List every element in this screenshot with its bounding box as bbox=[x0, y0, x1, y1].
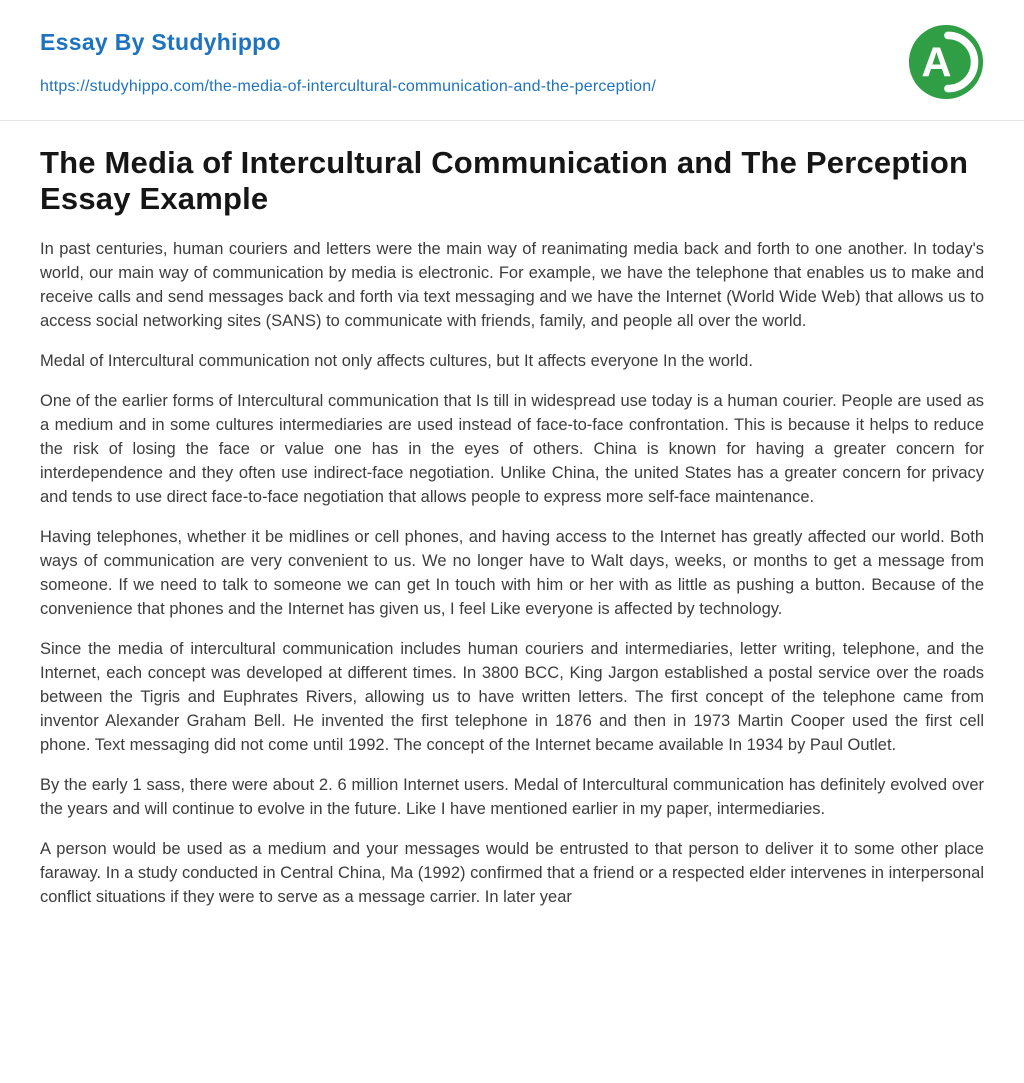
article-url-link[interactable]: https://studyhippo.com/the-media-of-intercultural-communication-and-the-perception/ bbox=[40, 77, 656, 95]
article bbox=[40, 145, 984, 909]
paragraph: In past centuries, human couriers and letters were the main way of reanimating media back and forth to one another. In today's world, our main way of communication by media is electronic. For example, we have the telephone that enables us to make and receive calls and send messages back and forth via text messaging and we have the Internet (World Wide Web) that allows us to access social networking sites (SANS) to communicate with friends, family, and people all over the world. bbox=[40, 239, 984, 330]
paragraph: By the early 1 sass, there were about 2. 6 million Internet users. Medal of Intercultural communication has definitely evolved over the years and will continue to evolve in the future. Like I have mentioned earlier in my paper, intermediaries. bbox=[40, 775, 984, 818]
logo-letter: A bbox=[921, 38, 952, 86]
studyhippo-logo-icon bbox=[908, 24, 984, 100]
paragraph: A person would be used as a medium and your messages would be entrusted to that person to deliver it to some other place faraway. In a study conducted in Central China, Ma (1992) confirmed that a friend or a respected elder intervenes in interpersonal conflict situations if they were to serve as a message carrier. In later year bbox=[40, 839, 984, 906]
paragraph: Having telephones, whether it be midlines or cell phones, and having access to the Internet has greatly affected our world. Both ways of communication are very convenient to us. We no longer have to Walt days, weeks, or months to get a message from someone. If we need to talk to someone we can get In touch with him or her with as little as pushing a button. Because of the convenience that phones and the Internet has given us, I feel Like everyone is affected by technology. bbox=[40, 527, 984, 618]
header-text bbox=[40, 29, 656, 96]
paragraph: Medal of Intercultural communication not only affects cultures, but It affects everyone In the world. bbox=[40, 351, 753, 370]
paragraph: One of the earlier forms of Intercultural communication that Is till in widespread use today is a human courier. People are used as a medium and in some cultures intermediaries are used instead of face-to-face confrontation. This is because it helps to reduce the risk of losing the face or value one has in the eyes of others. China is known for having a greater concern for interdependence and they often use indirect-face negotiation. Unlike China, the united States has a greater concern for privacy and tends to use direct face-to-face negotiation that allows people to express more self-face maintenance. bbox=[40, 391, 984, 506]
site-label: Essay By Studyhippo bbox=[40, 28, 281, 55]
paragraph: Since the media of intercultural communication includes human couriers and intermediaries, letter writing, telephone, and the Internet, each concept was developed at different times. In 3800 BCC, King Jargon established a postal service over the roads between the Tigris and Euphrates Rivers, allowing us to have written letters. The first concept of the telephone came from inventor Alexander Graham Bell. He invented the first telephone in 1876 and then in 1973 Martin Cooper used the first cell phone. Text messaging did not come until 1992. The concept of the Internet became available In 1934 by Paul Outlet. bbox=[40, 639, 984, 754]
header-divider bbox=[0, 120, 1024, 121]
page-header bbox=[40, 0, 984, 120]
article-title: The Media of Intercultural Communication and The Perception Essay Example bbox=[40, 145, 969, 216]
article-body bbox=[40, 237, 984, 909]
